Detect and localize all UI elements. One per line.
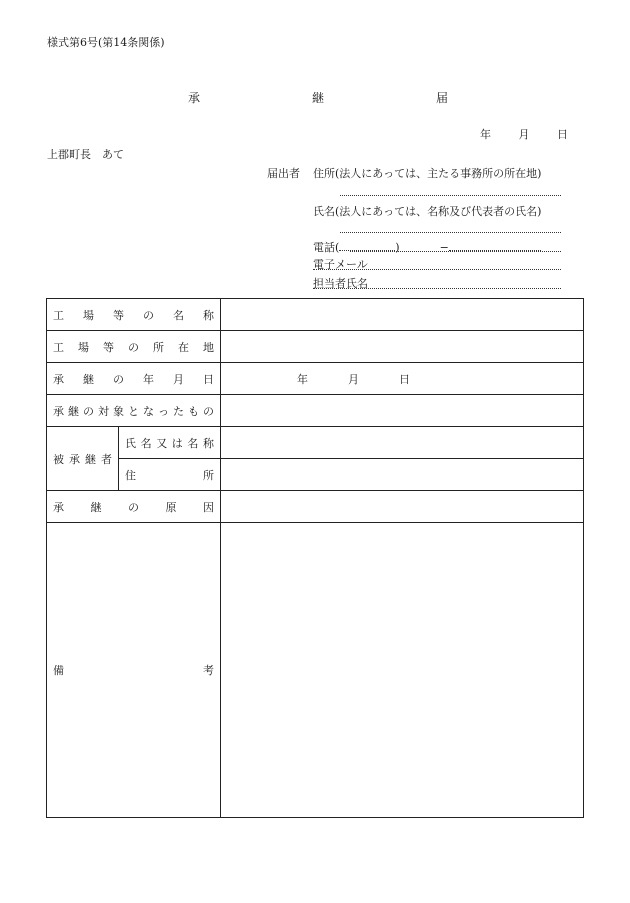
label-char: 承 <box>53 372 64 386</box>
label-char: 考 <box>203 664 214 677</box>
phone-dash: − <box>439 241 449 254</box>
label-char: 備 <box>53 664 64 677</box>
label-char: 承 <box>69 452 80 466</box>
factory-name-label <box>47 299 221 331</box>
label-char: 原 <box>165 500 177 514</box>
label-char: 所 <box>203 468 214 482</box>
label-char: も <box>188 404 199 418</box>
date-month-label: 月 <box>518 128 530 141</box>
email-line[interactable] <box>313 269 561 270</box>
label-char: 象 <box>113 404 124 418</box>
addressee: 上郡町長 あて <box>47 148 124 161</box>
predecessor-name-label <box>119 427 221 459</box>
predecessor-label <box>47 427 119 491</box>
email-label: 電子メール <box>313 258 368 271</box>
title-char: 届 <box>435 91 448 105</box>
label-char: の <box>128 500 139 514</box>
label-char: な <box>143 404 154 418</box>
label-char: 等 <box>113 308 124 322</box>
label-char: は <box>171 436 183 450</box>
label-char: の <box>203 404 214 418</box>
label-char: 被 <box>53 452 64 466</box>
label-char: の <box>128 340 139 354</box>
label-char: 継 <box>90 500 102 514</box>
factory-location-label <box>47 331 221 363</box>
reason-label <box>47 491 221 523</box>
name-field[interactable] <box>313 203 561 219</box>
label-char: た <box>173 404 184 418</box>
label-char: 住 <box>125 468 136 482</box>
date-day-label: 日 <box>557 128 568 141</box>
label-char: 名 <box>173 308 184 322</box>
table-row <box>47 427 584 459</box>
label-char: 対 <box>98 404 109 418</box>
label-char: っ <box>158 404 169 418</box>
table-row <box>47 395 584 427</box>
table-row <box>47 363 584 395</box>
succession-table <box>46 298 584 818</box>
contact-label: 担当者氏名 <box>313 277 368 290</box>
subject-label <box>47 395 221 427</box>
label-char: 称 <box>203 308 214 322</box>
label-char: 年 <box>143 372 154 386</box>
table-row <box>47 299 584 331</box>
label-char: 氏 <box>125 436 136 450</box>
phone-field[interactable] <box>313 239 541 255</box>
label-char: 者 <box>101 452 112 466</box>
label-char: 名 <box>187 436 199 450</box>
label-char: 承 <box>53 500 64 514</box>
name-label: 氏名(法人にあっては、名称及び代表者の氏名) <box>313 205 542 218</box>
address-line[interactable] <box>340 195 561 196</box>
label-char: の <box>83 404 94 418</box>
address-field[interactable] <box>313 165 561 181</box>
table-row <box>47 459 584 491</box>
date-month-label: 月 <box>348 372 359 386</box>
label-char: 等 <box>103 340 114 354</box>
label-char: 継 <box>83 372 94 386</box>
table-row <box>47 523 584 818</box>
label-char: 継 <box>85 452 96 466</box>
label-char: の <box>143 308 154 322</box>
label-char: 又 <box>156 436 168 450</box>
table-row <box>47 491 584 523</box>
label-char: 名 <box>140 436 152 450</box>
label-char: 地 <box>203 340 214 354</box>
factory-name-input[interactable] <box>221 299 584 331</box>
label-char: 日 <box>203 372 214 386</box>
date-year-label: 年 <box>297 372 308 386</box>
succession-date-input[interactable] <box>221 363 584 395</box>
label-char: 工 <box>53 340 64 354</box>
submission-date <box>480 126 568 142</box>
predecessor-address-input[interactable] <box>221 459 584 491</box>
reason-input[interactable] <box>221 491 584 523</box>
applicant-label: 届出者 <box>267 167 300 180</box>
phone-prefix: 電話( <box>313 241 340 254</box>
title-char: 継 <box>311 91 324 105</box>
table-row <box>47 331 584 363</box>
document-title <box>188 89 448 106</box>
phone-line <box>350 251 561 252</box>
remarks-input[interactable] <box>221 523 584 818</box>
label-char: 承 <box>53 404 64 418</box>
label-char: 工 <box>53 308 64 322</box>
date-day-label: 日 <box>399 372 410 386</box>
predecessor-address-label <box>119 459 221 491</box>
label-char: 称 <box>202 436 214 450</box>
label-char: 因 <box>203 500 214 514</box>
title-char: 承 <box>188 91 201 105</box>
name-line[interactable] <box>340 232 561 233</box>
remarks-label <box>47 523 221 818</box>
phone-close: ) <box>395 241 400 254</box>
label-char: 在 <box>178 340 189 354</box>
label-char: 継 <box>68 404 79 418</box>
date-year-label: 年 <box>480 128 491 141</box>
label-char: の <box>113 372 124 386</box>
predecessor-name-input[interactable] <box>221 427 584 459</box>
address-label: 住所(法人にあっては、主たる事務所の所在地) <box>313 167 542 180</box>
form-number: 様式第6号(第14条関係) <box>47 36 165 49</box>
succession-date-label <box>47 363 221 395</box>
label-char: 場 <box>78 340 89 354</box>
label-char: と <box>128 404 139 418</box>
label-char: 場 <box>83 308 94 322</box>
subject-input[interactable] <box>221 395 584 427</box>
label-char: 月 <box>173 372 184 386</box>
contact-line[interactable] <box>313 288 561 289</box>
label-char: 所 <box>153 340 164 354</box>
factory-location-input[interactable] <box>221 331 584 363</box>
